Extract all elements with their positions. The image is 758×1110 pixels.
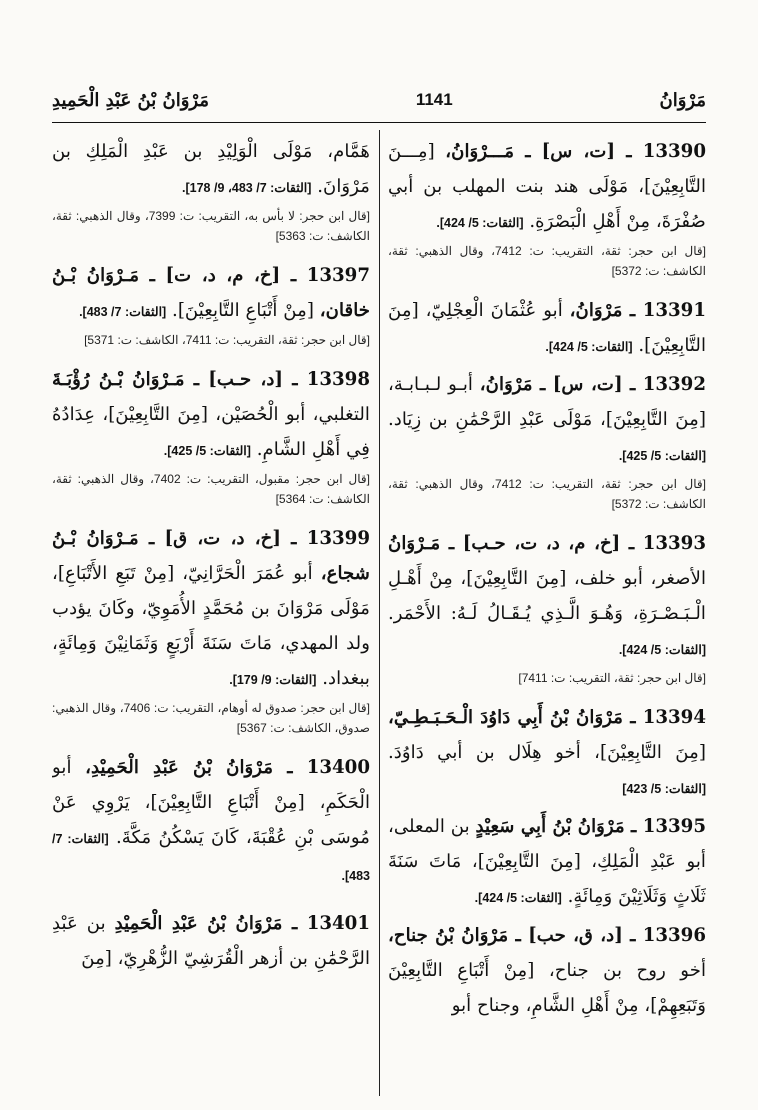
entry (52, 362, 370, 469)
entry (388, 700, 706, 807)
entry (52, 750, 370, 894)
entry-heading: 13391 ـ مَرْوَانُ، (569, 300, 706, 321)
running-title-right: مَرْوَانُ (659, 89, 706, 111)
entry-text: أبو الْحَكَمِ، [مِنْ أَتْبَاعِ التَّابِعِيْنَ]، يَرْوِي عَنْ مُوسَى بْنِ عُقْبَةَ، كَانَ يَسْكُنُ مَكَّةَ. (52, 757, 370, 848)
entry-text: أبـو لـبـابـة، [مِنَ التَّابِعِيْنَ]، مَوْلَى عَبْدِ الرَّحْمَٰنِ بن زِيَاد. (388, 374, 706, 430)
entry (52, 258, 370, 330)
entry-note: [قال ابن حجر: مقبول، التقريب: ت: 7402، وقال الذهبي: ثقة، الكاشف: ت: 5364] (52, 472, 370, 506)
entry-text: التغلبي، أبو الْحُصَيْن، [مِنَ التَّابِعِيْنَ]، عِدَادُهُ فِي أَهْلِ الشَّامِ. (52, 404, 370, 460)
entry-source: [الثقات: 7/ 483، 9/ 178]. (181, 181, 312, 195)
entry-text: هَمَّام، مَوْلَى الْوَلِيْدِ بن عَبْدِ الْمَلِكِ بن مَرْوَانَ. (52, 141, 370, 197)
entry (388, 918, 706, 1023)
entry-note: [قال ابن حجر: ثقة، التقريب: ت: 7411، الكاشف: ت: 5371] (84, 333, 370, 347)
entry-heading: 13397 ـ [خ، م، د، ت] ـ مَـرْوَانُ بْـنُ خاقان، (52, 265, 370, 321)
entry-source: [الثقات: 5/ 425]. (163, 444, 251, 458)
entry-note: [قال ابن حجر: صدوق له أوهام، التقريب: ت: 7406، وقال الذهبي: صدوق، الكاشف: ت: 5367] (52, 701, 370, 735)
entry-heading: 13401 ـ مَرْوَانُ بْنُ عَبْدِ الْحَمِيْدِ (114, 913, 370, 934)
entry (388, 526, 706, 668)
entry (388, 367, 706, 474)
entry-text: أبو عُثْمَانَ الْعِجْلِيّ، [مِنَ التَّابِعِيْنَ]. (388, 300, 706, 356)
entry-text: بن المعلى، أبو عَبْدِ الْمَلِكِ، [مِنَ التَّابِعِيْنَ]، مَاتَ سَنَةَ ثَلَاثٍ وَثَلَاثِيْنَ وَمِائَةٍ. (388, 816, 706, 907)
entry-text: بن عَبْدِ الرَّحْمَٰنِ بن أزهر الْقُرَشِيّ الزُّهْرِيّ، [مِنَ (52, 913, 370, 969)
entry-source: [الثقات: 5/ 424]. (545, 340, 633, 354)
left-column (52, 134, 370, 1094)
entry-source: [الثقات: 5/ 424]. (618, 643, 706, 657)
entry-heading: 13393 ـ [خ، م، د، ت، حـب] ـ مَـرْوَانُ (388, 533, 706, 554)
entry-note: [قال ابن حجر: ثقة، التقريب: ت: 7411] (518, 671, 706, 685)
column-divider (379, 130, 380, 1096)
entry-source: [الثقات: 5/ 423] (622, 782, 706, 796)
entry-heading: 13392 ـ [ت، س] ـ مَرْوَانُ، (479, 374, 706, 395)
page-header (52, 82, 706, 118)
entry (388, 809, 706, 916)
entry (52, 521, 370, 698)
entry-source: [الثقات: 5/ 424]. (474, 891, 562, 905)
entry (52, 134, 370, 206)
entry-heading: 13398 ـ [د، حـب] ـ مَـرْوَانُ بْـنُ رُؤْبَـةَ (52, 369, 370, 390)
entry-note: [قال ابن حجر: لا بأس به، التقريب: ت: 7399، وقال الذهبي: ثقة، الكاشف: ت: 5363] (52, 209, 370, 243)
entry-source: [الثقات: 9/ 179]. (229, 673, 317, 687)
entry (52, 906, 370, 976)
running-title-left: مَرْوَانُ بْنُ عَبْدِ الْحَمِيدِ (52, 89, 210, 111)
entry-heading: 13390 ـ [ت، س] ـ مَـــرْوَانُ، (445, 141, 706, 162)
entry-source: [الثقات: 7/ 483]. (79, 305, 167, 319)
entry-heading: 13395 ـ مَرْوَانُ بْنُ أَبِي سَعِيْدٍ (475, 816, 706, 837)
entry-text: الأصغر، أبو خلف، [مِنَ التَّابِعِيْنَ]، مِنْ أَهْـلِ الْـبَـصْـرَةِ، وَهُـوَ الَّـذِي يُـقَـالُ لَـهُ: الأَحْمَر. (388, 568, 706, 624)
entry-text: أخو روح بن جناح، [مِنْ أَتْبَاعِ التَّابِعِيْنَ وَتَبَعِهِمْ]، مِنْ أَهْلِ الشَّامِ، وجناح أبو (388, 960, 706, 1016)
entry-heading: 13394 ـ مَرْوَانُ بْنُ أَبِي دَاوُدَ الْـحَـبَـطِـيّ، (388, 707, 706, 728)
right-column (388, 134, 706, 1094)
entry-note: [قال ابن حجر: ثقة، التقريب: ت: 7412، وقال الذهبي: ثقة، الكاشف: ت: 5372] (388, 244, 706, 278)
entry-text: أبو عُمَرَ الْحَرَّانِيّ، [مِنْ تَبَعِ الأَتْبَاعِ]، مَوْلَى مَرْوَانَ بن مُحَمَّدٍ الأُمَوِيّ، وكَانَ يؤدب ولد المهدي، مَاتَ سَنَةَ أَرْبَعٍ وَثَمَانِيْنَ وَمِائَةٍ، ببغداد. (52, 563, 370, 689)
entry-heading: 13400 ـ مَرْوَانُ بْنُ عَبْدِ الْحَمِيْدِ، (85, 757, 370, 778)
entry-text: [مِنْ أَتْبَاعِ التَّابِعِيْنَ]. (172, 300, 314, 321)
entry-heading: 13396 ـ [د، ق، حب] ـ مَرْوَانُ بْنُ جناح، (388, 925, 706, 946)
entry-text: [مِـــنَ التَّابِعِيْنَ]، مَوْلَى هند بنت المهلب بن أبي صُفْرَةَ، مِنْ أَهْلِ الْبَصْرَةِ. (388, 141, 706, 232)
entry-text: [مِنَ التَّابِعِيْنَ]، أخو هِلَال بن أبي دَاوُدَ. (388, 742, 706, 763)
header-rule (52, 122, 706, 123)
entry-source: [الثقات: 5/ 424]. (436, 216, 524, 230)
entry-note: [قال ابن حجر: ثقة، التقريب: ت: 7412، وقال الذهبي: ثقة، الكاشف: ت: 5372] (388, 477, 706, 511)
entry-source: [الثقات: 5/ 425]. (618, 449, 706, 463)
entry-heading: 13399 ـ [خ، د، ت، ق] ـ مَـرْوَانُ بْـنُ شجاع، (52, 528, 370, 584)
entry (388, 134, 706, 241)
entry-source: [الثقات: 7/ 483]. (52, 832, 370, 883)
entry (388, 293, 706, 365)
page-number: 1141 (415, 90, 453, 109)
